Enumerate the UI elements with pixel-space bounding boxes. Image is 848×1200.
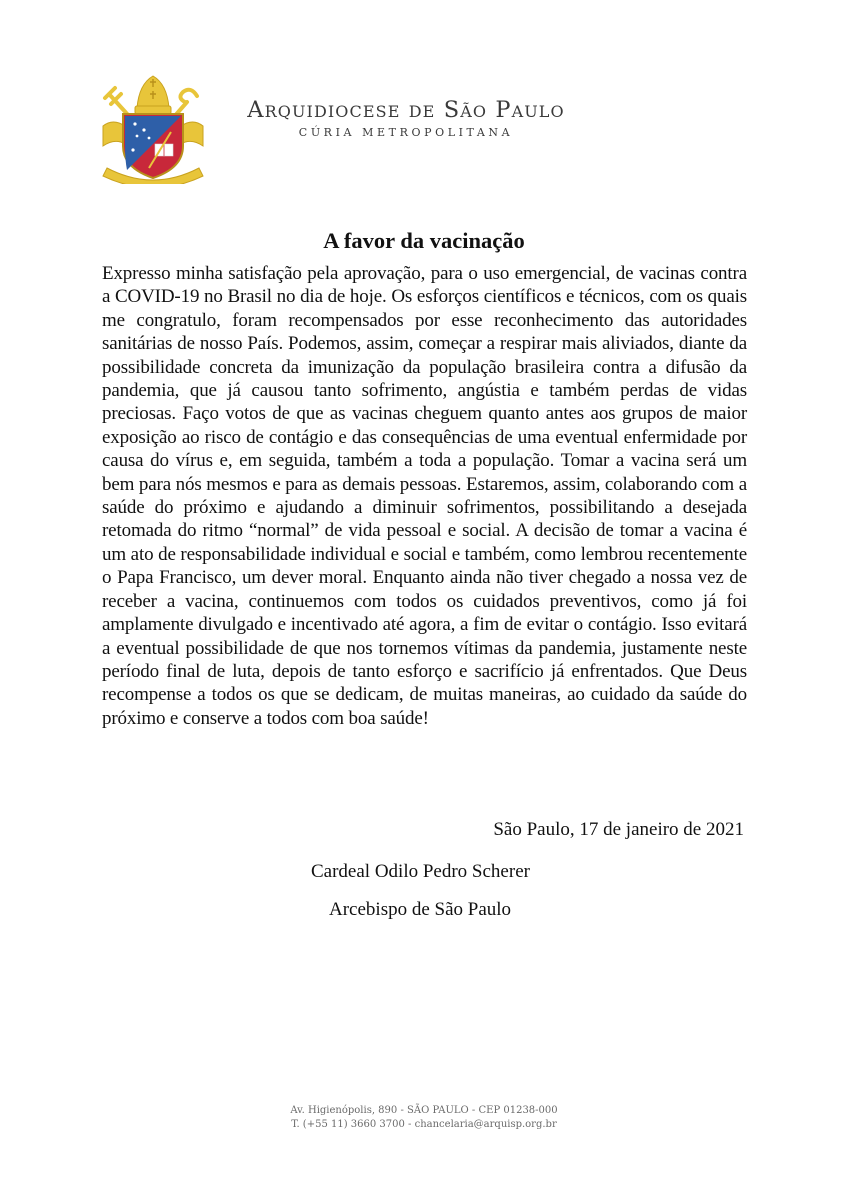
place-date: São Paulo, 17 de janeiro de 2021 bbox=[493, 819, 744, 840]
signatory-title: Arcebispo de São Paulo bbox=[329, 899, 512, 920]
signatory-name: Cardeal Odilo Pedro Scherer bbox=[311, 861, 530, 882]
footer-contact: T. (+55 11) 3660 3700 - chancelaria@arquisp.org.br bbox=[291, 1119, 557, 1130]
document-title: A favor da vacinação bbox=[323, 228, 525, 253]
footer-address: Av. Higienópolis, 890 - SÃO PAULO - CEP 01238-000 bbox=[290, 1105, 558, 1116]
document-body: Expresso minha satisfação pela aprovação, para o uso emergencial, de vacinas contra a COVID-19 no Brasil no dia de hoje. Os esforços científicos e técnicos, com os quais me congratulo, foram recompensados por esse reconhecimento das autoridades sanitárias de nosso País. Podemos, assim, começar a respirar mais aliviados, diante da possibilidade concreta da imunização da população brasileira contra a difusão da pandemia, que já causou tanto sofrimento, angústia e também perdas de vidas preciosas. Faço votos de que as vacinas cheguem quanto antes aos grupos de maior exposição ao risco de contágio e das consequências de uma eventual enfermidade por causa do vírus e, em seguida, também a toda a população. Tomar a vacina será um bem para nós mesmos e para as demais pessoas. Estaremos, assim, colaborando com a saúde do próximo e ajudando a diminuir sofrimentos, possibilitando a desejada retomada do ritmo “normal” de vida pessoal e social. A decisão de tomar a vacina é um ato de responsabilidade individual e social e também, como lembrou recentemente o Papa Francisco, um dever moral. Enquanto ainda não tiver chegado a nossa vez de receber a vacina, continuemos com todos os cuidados preventivos, como já foi amplamente divulgado e incentivado até agora, a fim de evitar o contágio. Isso evitará a eventual possibilidade de que nos tornemos vítimas da pandemia, justamente neste período final de luta, depois de tanto esforço e sacrifício já enfrentados. Que Deus recompense a todos os que se dedicam, de muitas maneiras, ao cuidado da saúde do próximo e conserve a todos com boa saúde! bbox=[102, 263, 747, 729]
organization-subtitle: CÚRIA METROPOLITANA bbox=[298, 126, 514, 139]
organization-name: Arquidiocese de São Paulo bbox=[247, 97, 565, 123]
organization-header bbox=[226, 97, 586, 141]
footer bbox=[240, 1104, 608, 1132]
archdiocese-coat-of-arms-icon bbox=[97, 72, 209, 184]
